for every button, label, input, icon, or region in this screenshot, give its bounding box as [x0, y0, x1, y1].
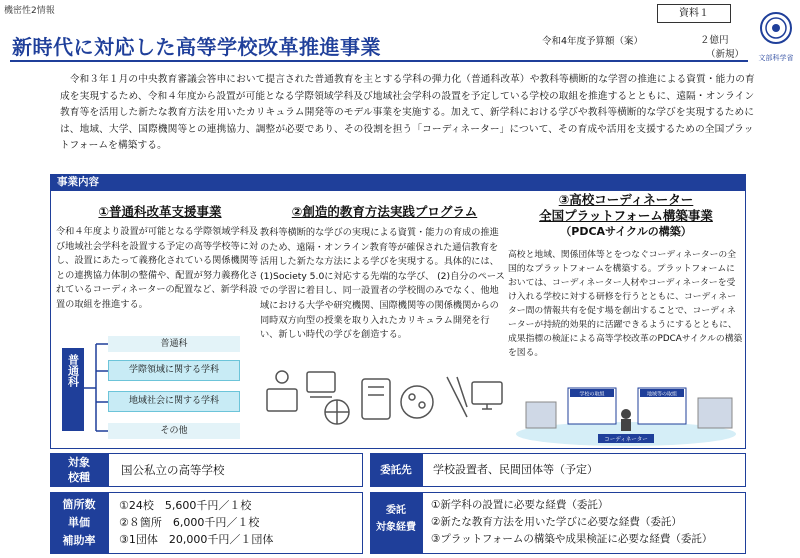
column2-text: 教科等横断的な学びの実現による資質・能力の育成の推進のため、遠隔・オンライン教育等が確保された通信教育を活用した新たな方法による学びを実現する。具体的には、(1)Society 5.0に対応する先端的な学び、 (2)自分のペースでの学習に着目し、同一設置者の学校間のみでなく、他地域における大学や研究機関、国際機関等の関係機関からの同時双方向型の授業を取り入れたカリキュラム開発を行い、新しい時代の学びを創造する。 [260, 227, 505, 341]
confidential-label: 機密性2情報 [4, 6, 55, 16]
count-line-3: ③1団体 20,000千円／１団体 [119, 533, 274, 546]
column3-heading [510, 192, 742, 240]
bracket-lines [84, 336, 110, 436]
expense-label: 委託 対象経費 [370, 492, 422, 554]
community-initiative-label: 地域等の取組 [646, 391, 678, 398]
sub-item-community: 地域社会に関する学科 [108, 391, 240, 412]
contractor-value: 学校設置者、民間団体等（予定） [422, 453, 746, 487]
budget-note: （新規） [706, 49, 745, 60]
title-underline [10, 60, 748, 62]
column1-heading: ①普通科改革支援事業 [98, 204, 222, 219]
expense-values [422, 492, 746, 554]
budget-amount: ２億円 [700, 35, 729, 46]
expense-line-3: ③プラットフォームの構築や成果検証に必要な経費（委託） [431, 533, 713, 545]
count-values [108, 492, 363, 554]
target-value: 国公私立の高等学校 [108, 453, 363, 487]
expense-line-2: ②新たな教育方法を用いた学びに必要な経費（委託） [431, 516, 682, 528]
column3-heading-line1: ③高校コーディネーター [558, 192, 694, 207]
column3-heading-line2: 全国プラットフォーム構築事業 [539, 208, 713, 223]
coordinator-illustration [508, 384, 744, 447]
sub-item-general: 普通科 [108, 336, 240, 352]
learning-illustration [262, 367, 507, 447]
count-label: 箇所数 単価 補助率 [50, 492, 108, 554]
count-line-1: ①24校 5,600千円／１校 [119, 499, 252, 512]
section-header: 事業内容 [50, 174, 746, 191]
column2-heading: ②創造的教育方法実践プログラム [291, 204, 478, 219]
sub-item-interdisciplinary: 学際領域に関する学科 [108, 360, 240, 381]
futsuka-vertical: 普通科 [66, 354, 80, 387]
page-title: 新時代に対応した高等学校改革推進事業 [12, 35, 381, 59]
logo-text: 文部科学省 [758, 54, 794, 62]
school-initiative-label: 学校の取組 [579, 391, 605, 398]
contractor-label: 委託先 [370, 453, 422, 487]
column1-text: 令和４年度より設置が可能となる学際領域学科及び地域社会学科を設置する予定の高等学校等に対し、設置にあたって義務化されている関係機関等との連携協力体制の整備や、配置が努力義務化されているコーディネーターの配置など、新学科設置の取組を推進する。 [56, 226, 259, 310]
budget-label: 令和4年度予算額（案） [542, 36, 644, 47]
column3-text: 高校と地域、関係団体等とをつなぐコーディネーターの全国的なプラットフォームを構築する。プラットフォームにおいては、コーディネーター人材やコーディネーターを受け入れる学校に対する研修を行うとともに、コーディネーター間の情報共有を促す場を創出することで、コーディネーターが持続的効果的に活躍できるようにするとともに、成果指標の検証による高等学校改革のPDCAサイクルの構築を図る。 [508, 250, 743, 358]
intro-paragraph: 令和３年１月の中央教育審議会答申において提言された普通教育を主とする学科の弾力化（普通科改革）や教科等横断的な学習の推進による資質・能力の育成を実現するため、令和４年度から設置が可能となる学際領域学科及び地域社会学科の設置を予定している学校の取組を推進するとともに、遠隔・オンライン教育等を活用した新たな教育方法を用いたカリキュラム開発等のモデル事業を実施する。加えて、新学科における学びや教科等横断的な学びを実現するためには、地域、大学、国際機関等との連携協力、調整が必要であり、その役割を担う「コーディネーター」について、その育成や活用を支援するための全国プラットフォームを構築する。 [60, 74, 755, 151]
count-line-2: ②８箇所 6,000千円／１校 [119, 516, 260, 529]
document-number: 資料１ [657, 4, 731, 23]
sub-item-other: その他 [108, 423, 240, 439]
column3-heading-line3: （PDCAサイクルの構築） [560, 225, 692, 238]
futsuka-label [62, 348, 84, 431]
expense-line-1: ①新学科の設置に必要な経費（委託） [431, 499, 609, 511]
coordinator-label: コーディネーター [604, 437, 648, 443]
ministry-logo [756, 8, 796, 66]
target-label: 対象 校種 [50, 453, 108, 487]
